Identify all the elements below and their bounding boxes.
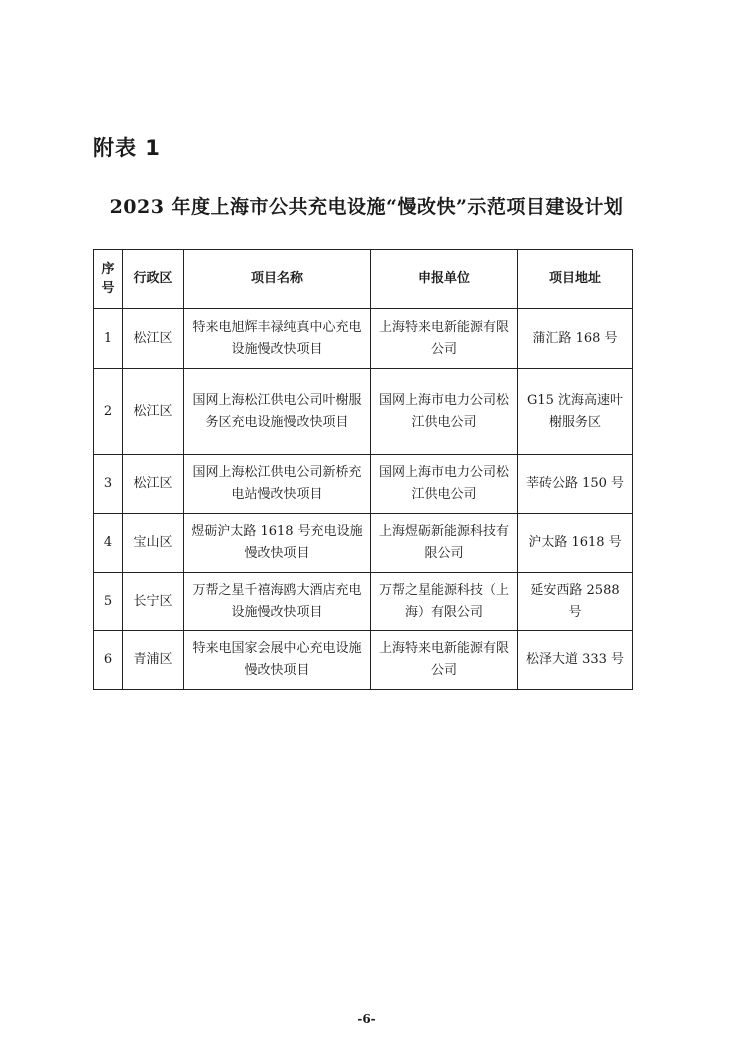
row-address: 莘砖公路 150 号 [518, 455, 633, 514]
row-project-name: 特来电国家会展中心充电设施慢改快项目 [184, 631, 371, 690]
row-address: G15 沈海高速叶榭服务区 [518, 369, 633, 455]
row-address: 沪太路 1618 号 [518, 514, 633, 573]
row-project-name: 万帮之星千禧海鸥大酒店充电设施慢改快项目 [184, 573, 371, 631]
header-serial-number [94, 250, 123, 309]
table-row [94, 514, 633, 573]
row-number: 1 [94, 309, 123, 369]
row-address: 延安西路 2588 号 [518, 573, 633, 631]
row-number: 2 [94, 369, 123, 455]
row-project-name: 国网上海松江供电公司叶榭服务区充电设施慢改快项目 [184, 369, 371, 455]
row-applicant: 国网上海市电力公司松江供电公司 [371, 369, 518, 455]
table-header-row [94, 250, 633, 309]
row-applicant: 上海特来电新能源有限公司 [371, 631, 518, 690]
header-applicant: 申报单位 [371, 250, 518, 309]
row-project-name: 国网上海松江供电公司新桥充电站慢改快项目 [184, 455, 371, 514]
row-address: 松泽大道 333 号 [518, 631, 633, 690]
row-number: 6 [94, 631, 123, 690]
row-district: 松江区 [123, 309, 184, 369]
row-district: 宝山区 [123, 514, 184, 573]
table-row [94, 309, 633, 369]
header-district: 行政区 [123, 250, 184, 309]
row-address: 蒲汇路 168 号 [518, 309, 633, 369]
annex-label: 附表 1 [93, 136, 161, 160]
row-district: 青浦区 [123, 631, 184, 690]
header-project-name: 项目名称 [184, 250, 371, 309]
document-title: 2023 年度上海市公共充电设施“慢改快”示范项目建设计划 [109, 196, 624, 218]
row-number: 3 [94, 455, 123, 514]
row-applicant: 上海煜砺新能源科技有限公司 [371, 514, 518, 573]
table-row [94, 631, 633, 690]
row-district: 松江区 [123, 455, 184, 514]
row-applicant: 万帮之星能源科技（上海）有限公司 [371, 573, 518, 631]
table-row [94, 455, 633, 514]
row-number: 4 [94, 514, 123, 573]
row-district: 松江区 [123, 369, 184, 455]
row-applicant: 上海特来电新能源有限公司 [371, 309, 518, 369]
header-serial-line1: 序 [101, 262, 115, 277]
row-number: 5 [94, 573, 123, 631]
row-project-name: 特来电旭辉丰禄纯真中心充电设施慢改快项目 [184, 309, 371, 369]
page-number: -6- [357, 1012, 376, 1026]
row-district: 长宁区 [123, 573, 184, 631]
project-plan-table [93, 249, 633, 690]
row-applicant: 国网上海市电力公司松江供电公司 [371, 455, 518, 514]
row-project-name: 煜砺沪太路 1618 号充电设施慢改快项目 [184, 514, 371, 573]
table-row [94, 573, 633, 631]
table-row [94, 369, 633, 455]
header-serial-line2: 号 [101, 281, 115, 296]
header-address: 项目地址 [518, 250, 633, 309]
